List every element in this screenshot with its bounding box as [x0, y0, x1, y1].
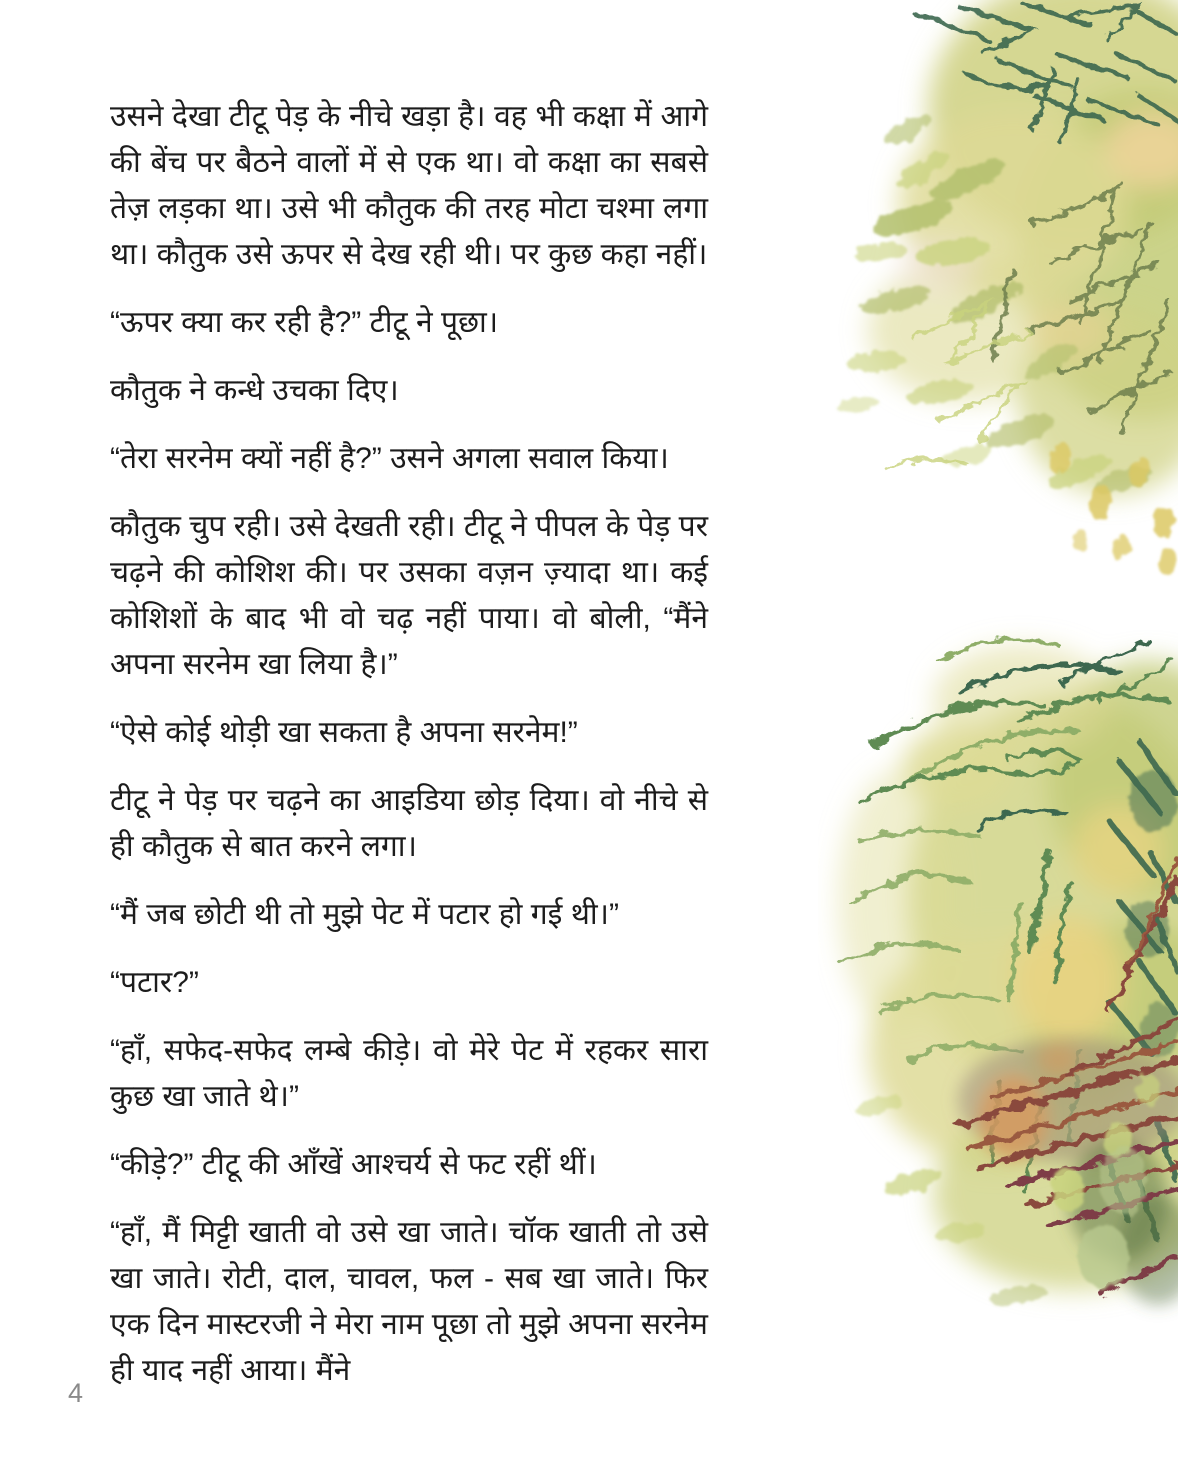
story-paragraph: “ऊपर क्या कर रही है?” टीटू ने पूछा। [110, 306, 499, 339]
page-number: 4 [68, 1378, 84, 1408]
story-text-block [110, 94, 708, 1394]
story-paragraph: उसने देखा टीटू पेड़ के नीचे खड़ा है। वह भी कक्षा में आगे की बेंच पर बैठने वालों में से एक था। वो कक्षा का सबसे तेज़ लड़का था। उसे भी कौतुक की तरह मोटा चश्मा लगा था। कौतुक उसे ऊपर से देख रही थी। पर कुछ कहा नहीं। [110, 100, 708, 271]
story-paragraph: “ऐसे कोई थोड़ी खा सकता है अपना सरनेम!” [110, 716, 578, 749]
story-paragraph: कौतुक चुप रही। उसे देखती रही। टीटू ने पीपल के पेड़ पर चढ़ने की कोशिश की। पर उसका वज़न ज़्यादा था। कई कोशिशों के बाद भी वो चढ़ नहीं पाया। वो बोली, “मैंने अपना सरनेम खा लिया है।” [110, 510, 708, 681]
foliage-illustration [818, 0, 1178, 1463]
story-paragraph: कौतुक ने कन्धे उचका दिए। [110, 374, 399, 407]
story-paragraph: “तेरा सरनेम क्यों नहीं है?” उसने अगला सवाल किया। [110, 442, 669, 475]
story-paragraph: टीटू ने पेड़ पर चढ़ने का आइडिया छोड़ दिया। वो नीचे से ही कौतुक से बात करने लगा। [110, 784, 708, 863]
story-paragraph: “पटार?” [110, 966, 199, 999]
story-paragraph: “मैं जब छोटी थी तो मुझे पेट में पटार हो गई थी।” [110, 898, 620, 931]
story-paragraph: “हाँ, मैं मिट्टी खाती वो उसे खा जाते। चॉक खाती तो उसे खा जाते। रोटी, दाल, चावल, फल - सब खा जाते। फिर एक दिन मास्टरजी ने मेरा नाम पूछा तो मुझे अपना सरनेम ही याद नहीं आया। मैंने [110, 1216, 708, 1387]
story-paragraph: “हाँ, सफेद-सफेद लम्बे कीड़े। वो मेरे पेट में रहकर सारा कुछ खा जाते थे।” [110, 1034, 708, 1113]
foliage-bottom-cluster [838, 640, 1178, 1309]
foliage-top-cluster [835, 0, 1178, 577]
story-paragraph: “कीड़े?” टीटू की आँखें आश्चर्य से फट रहीं थीं। [110, 1148, 597, 1181]
